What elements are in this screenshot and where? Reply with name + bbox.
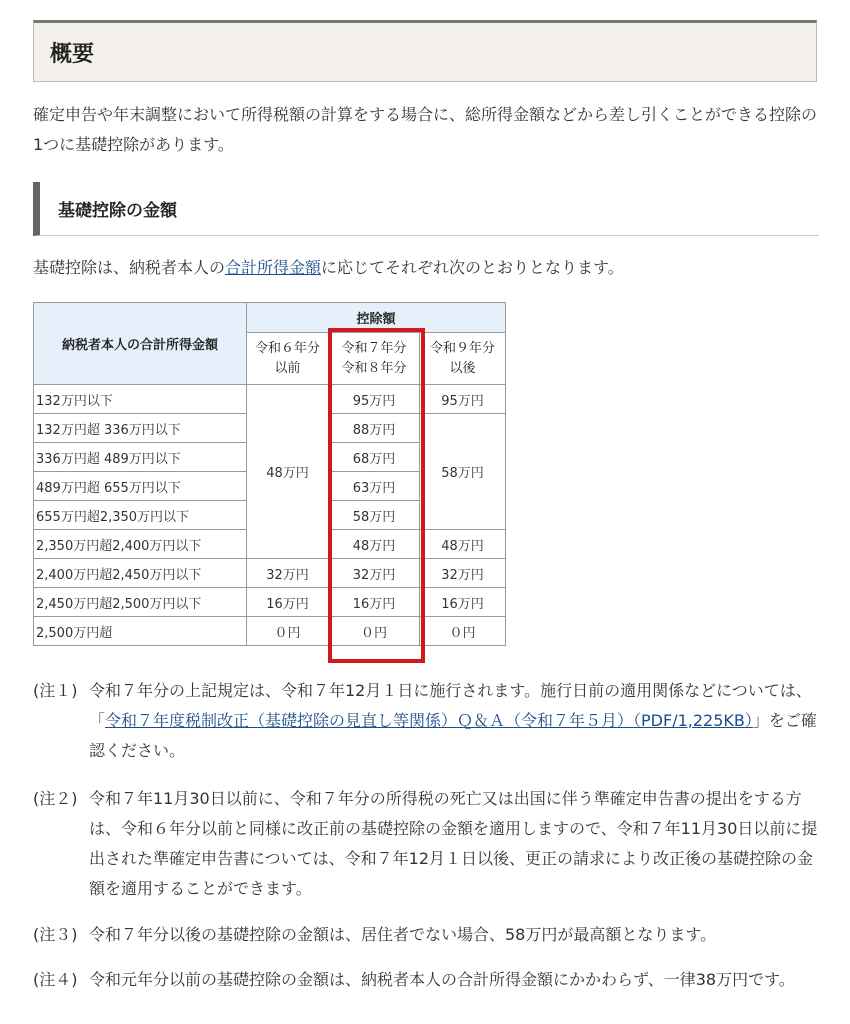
note-mark: (注１) — [33, 681, 78, 700]
deduction-column-header: 控除額 — [247, 303, 506, 333]
income-cell: 2,400万円超2,450万円以下 — [34, 559, 247, 588]
r7-cell: 88万円 — [329, 414, 420, 443]
table-row — [34, 588, 506, 617]
note-text: 令和元年分以前の基礎控除の金額は、納税者本人の合計所得金額にかかわらず、一律38万円です。 — [89, 970, 795, 989]
r6-cell: ０円 — [247, 617, 329, 646]
income-cell: 336万円超 489万円以下 — [34, 443, 247, 472]
note-text: 」をご確認ください。 — [89, 711, 817, 760]
income-cell: 2,500万円超 — [34, 617, 247, 646]
subsection-title: 基礎控除の金額 — [58, 201, 177, 221]
r7-cell: 68万円 — [329, 443, 420, 472]
income-cell: 132万円以下 — [34, 385, 247, 414]
note-text: 令和７年分以後の基礎控除の金額は、居住者でない場合、58万円が最高額となります。 — [89, 925, 717, 944]
note-1 — [33, 676, 823, 766]
intro-text: 確定申告や年末調整において所得税額の計算をする場合に、総所得金額などから差し引くことができる控除の1つに基礎控除があります。 — [33, 105, 818, 154]
r9-cell: 32万円 — [420, 559, 506, 588]
income-cell: 655万円超2,350万円以下 — [34, 501, 247, 530]
section-heading — [33, 20, 817, 82]
lead-text — [33, 254, 624, 282]
r7-cell: 58万円 — [329, 501, 420, 530]
section-title: 概要 — [50, 42, 95, 67]
deduction-table — [33, 302, 506, 646]
r9-cell: 16万円 — [420, 588, 506, 617]
note-mark: (注３) — [33, 925, 78, 944]
r7-cell: 16万円 — [329, 588, 420, 617]
note-4 — [33, 965, 823, 995]
subheader-r7-r8: 令和７年分令和８年分 — [329, 333, 420, 385]
lead-before: 基礎控除は、納税者本人の — [33, 258, 226, 277]
r7-cell: 95万円 — [329, 385, 420, 414]
r6-cell: 16万円 — [247, 588, 329, 617]
note-text: 令和７年分の上記規定は、令和７年12月１日に施行されます。施行日前の適用関係などについては、「 — [89, 681, 812, 730]
table-row — [34, 385, 506, 414]
note-mark: (注４) — [33, 970, 78, 989]
r7-cell: ０円 — [329, 617, 420, 646]
note-3 — [33, 920, 823, 950]
total-income-link[interactable]: 合計所得金額 — [225, 258, 322, 277]
note-2 — [33, 784, 823, 904]
note-text: 令和７年11月30日以前に、令和７年分の所得税の死亡又は出国に伴う準確定申告書の提出をする方は、令和６年分以前と同様に改正前の基礎控除の金額を適用しますので、令和７年11月30日以前に提出された準確定申告書については、令和７年12月１日以後、更正の請求により改正後の基礎控除の金額を適用することができます。 — [89, 789, 818, 898]
r6-merged-cell: 48万円 — [247, 385, 329, 559]
r7-cell: 32万円 — [329, 559, 420, 588]
note-mark: (注２) — [33, 789, 78, 808]
subheader-r9: 令和９年分以後 — [420, 333, 506, 385]
r7-cell: 63万円 — [329, 472, 420, 501]
qa-pdf-link[interactable]: 令和７年度税制改正（基礎控除の見直し等関係）Ｑ＆Ａ（令和７年５月）（PDF/1,225KB） — [105, 711, 753, 730]
r9-cell: ０円 — [420, 617, 506, 646]
r6-cell: 32万円 — [247, 559, 329, 588]
income-cell: 2,350万円超2,400万円以下 — [34, 530, 247, 559]
table-row — [34, 559, 506, 588]
subheader-r6: 令和６年分以前 — [247, 333, 329, 385]
income-cell: 132万円超 336万円以下 — [34, 414, 247, 443]
income-cell: 489万円超 655万円以下 — [34, 472, 247, 501]
r9-cell: 95万円 — [420, 385, 506, 414]
r9-merged-cell: 58万円 — [420, 414, 506, 530]
income-column-header: 納税者本人の合計所得金額 — [34, 303, 247, 385]
table-row — [34, 617, 506, 646]
r7-cell: 48万円 — [329, 530, 420, 559]
lead-after: に応じてそれぞれ次のとおりとなります。 — [321, 258, 624, 277]
subsection-heading — [33, 182, 819, 236]
income-cell: 2,450万円超2,500万円以下 — [34, 588, 247, 617]
r9-cell: 48万円 — [420, 530, 506, 559]
